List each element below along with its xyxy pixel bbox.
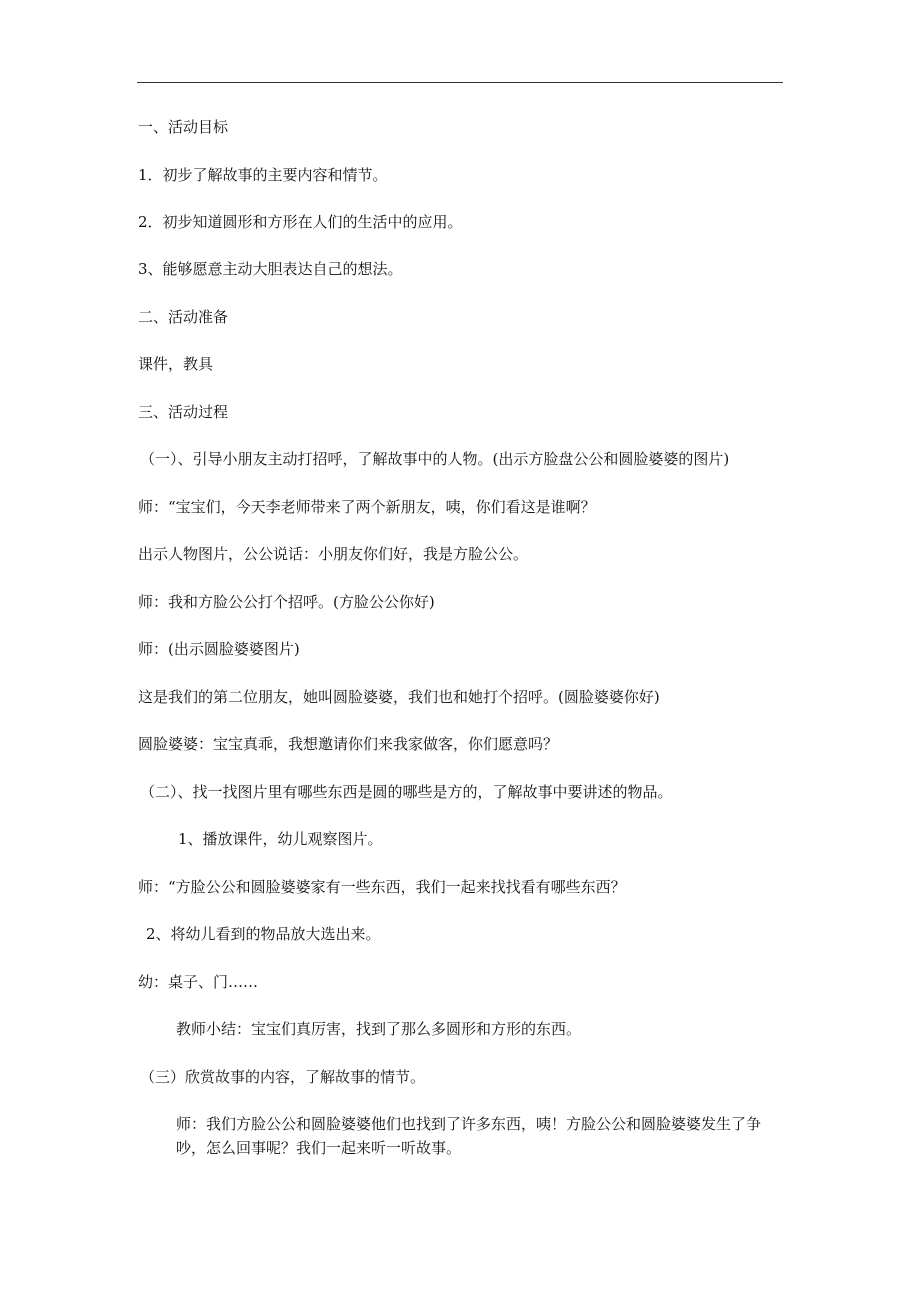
process-step-2-heading: （二）、找一找图片里有哪些东西是圆的哪些是方的，了解故事中要讲述的物品。 [140, 783, 673, 801]
process-sub-item-2: 2、将幼儿看到的物品放大选出来。 [146, 925, 381, 943]
goal-item-3: 3、能够愿意主动大胆表达自己的想法。 [138, 260, 403, 278]
section-heading-preparation: 二、活动准备 [138, 308, 229, 326]
goal-item-1: 1．初步了解故事的主要内容和情节。 [138, 166, 388, 184]
dialogue-line: 这是我们的第二位朋友，她叫圆脸婆婆，我们也和她打个招呼。(圆脸婆婆你好) [138, 688, 660, 706]
process-step-3-heading: （三）欣赏故事的内容，了解故事的情节。 [140, 1068, 426, 1086]
dialogue-paragraph: 师：我们方脸公公和圆脸婆婆他们也找到了许多东西，咦！方脸公公和圆脸婆婆发生了争吵，怎么回事呢？我们一起来听一听故事。 [176, 1115, 762, 1157]
section-heading-goals: 一、活动目标 [138, 118, 229, 136]
dialogue-line: 师：“宝宝们，今天李老师带来了两个新朋友，咦，你们看这是谁啊？ [138, 498, 596, 516]
dialogue-line: 出示人物图片，公公说话：小朋友你们好，我是方脸公公。 [138, 545, 529, 563]
dialogue-line: 师：(出示圆脸婆婆图片) [138, 640, 300, 658]
process-step-1-heading: （一）、引导小朋友主动打招呼，了解故事中的人物。(出示方脸盘公公和圆脸婆婆的图片) [140, 450, 730, 468]
dialogue-line: 师：“方脸公公和圆脸婆婆家有一些东西，我们一起来找找看有哪些东西？ [138, 878, 626, 896]
goal-item-2: 2．初步知道圆形和方形在人们的生活中的应用。 [138, 213, 463, 231]
dialogue-line: 师：我和方脸公公打个招呼。(方脸公公你好) [138, 593, 435, 611]
teacher-summary: 教师小结：宝宝们真厉害，找到了那么多圆形和方形的东西。 [176, 1020, 582, 1038]
header-rule [137, 82, 783, 83]
dialogue-line: 圆脸婆婆：宝宝真乖，我想邀请你们来我家做客，你们愿意吗？ [138, 735, 559, 753]
dialogue-line: 幼：桌子、门…… [138, 973, 259, 991]
section-heading-process: 三、活动过程 [138, 403, 229, 421]
preparation-text: 课件，教具 [138, 355, 214, 373]
process-sub-item-1: 1、播放课件，幼儿观察图片。 [178, 830, 383, 848]
